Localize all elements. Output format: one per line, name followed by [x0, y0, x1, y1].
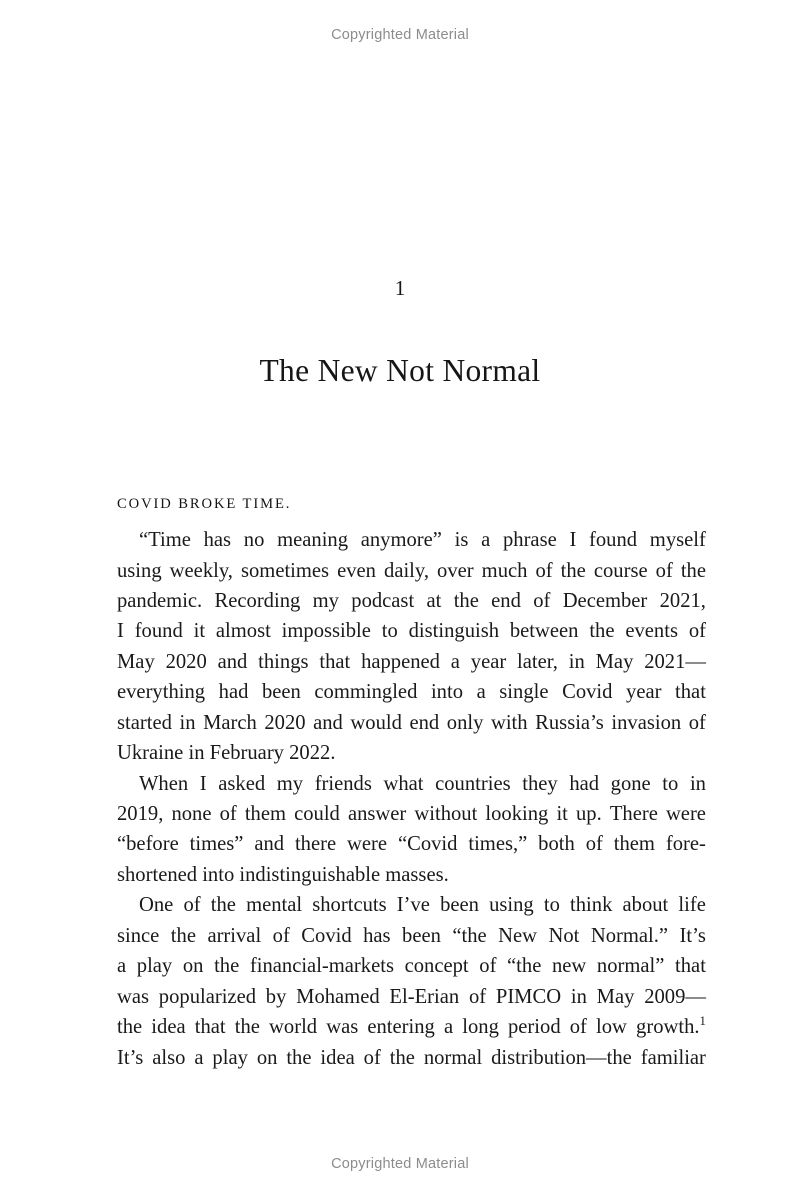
text-line	[117, 616, 706, 646]
text-line	[117, 525, 706, 555]
text-line	[117, 769, 706, 799]
word: podcast	[351, 589, 415, 612]
paragraph	[117, 890, 706, 1073]
chapter-number: 1	[394, 276, 406, 300]
word: that	[675, 955, 706, 978]
word: that	[675, 681, 706, 704]
word: the	[170, 924, 196, 947]
word: of	[479, 955, 497, 978]
word: daily,	[384, 559, 430, 582]
word: countries	[435, 772, 511, 795]
word: asked	[218, 772, 266, 795]
word: and	[217, 650, 248, 673]
word: my	[276, 772, 304, 795]
word: at	[426, 589, 442, 612]
word: is	[454, 529, 469, 552]
text-line	[117, 982, 706, 1012]
word: impossible	[281, 620, 371, 643]
word: play	[136, 955, 173, 978]
text-line	[117, 829, 706, 859]
word: meaning	[277, 529, 349, 552]
word: a	[117, 955, 127, 978]
word: that	[194, 1016, 226, 1039]
word: in	[570, 985, 587, 1008]
word: When	[139, 772, 189, 795]
copyright-watermark-bottom: Copyrighted Material	[331, 1156, 469, 1172]
word: familiar	[640, 1046, 706, 1069]
word: no	[243, 529, 265, 552]
word: low	[596, 1016, 627, 1039]
word: a	[443, 1016, 454, 1039]
word: been	[261, 681, 301, 704]
word: long	[462, 1016, 499, 1039]
word: of	[363, 1046, 381, 1069]
word: 2021—	[644, 650, 706, 673]
paragraph-container	[117, 525, 706, 1073]
word: with	[490, 711, 528, 734]
word: a	[194, 1046, 204, 1069]
word: what	[383, 772, 424, 795]
word: of	[585, 833, 603, 856]
word: that	[319, 650, 351, 673]
text-line	[117, 860, 706, 890]
word: mental	[246, 894, 303, 917]
word: Not	[548, 924, 580, 947]
word: things	[258, 650, 309, 673]
word: been	[402, 924, 441, 947]
word: life	[678, 894, 706, 917]
word: financial-markets	[249, 955, 394, 978]
word: the	[453, 589, 479, 612]
word: into	[430, 681, 463, 704]
word: entering	[367, 1016, 435, 1039]
word: of	[219, 803, 237, 826]
word: of	[688, 620, 706, 643]
word: “before	[117, 833, 179, 856]
word: since	[117, 924, 160, 947]
word: pandemic.	[117, 589, 203, 612]
word: single	[499, 681, 549, 704]
word: looking	[485, 803, 549, 826]
word: everything	[117, 681, 206, 704]
word: of	[535, 559, 553, 582]
word: New	[498, 924, 538, 947]
word: I’ve	[396, 894, 430, 917]
word: they	[522, 772, 558, 795]
word: happened	[361, 650, 440, 673]
word: to	[381, 620, 398, 643]
word: the	[389, 1046, 415, 1069]
word: using	[489, 894, 534, 917]
word: Russia’s	[535, 711, 604, 734]
word: PIMCO	[495, 985, 562, 1008]
word: friends	[314, 772, 372, 795]
word: almost	[215, 620, 271, 643]
word: them	[244, 803, 286, 826]
word: world	[269, 1016, 318, 1039]
word: were	[665, 803, 706, 826]
word: over	[437, 559, 474, 582]
paragraph	[117, 769, 706, 891]
word: even	[337, 559, 376, 582]
word: Covid	[301, 924, 352, 947]
word: on	[182, 955, 204, 978]
word: on	[256, 1046, 278, 1069]
word: much	[481, 559, 528, 582]
word: March	[203, 711, 257, 734]
word: without	[414, 803, 478, 826]
word: year	[470, 650, 507, 673]
text-line	[117, 951, 706, 981]
word: none	[171, 803, 212, 826]
word: May	[595, 650, 634, 673]
word: May	[117, 650, 155, 673]
copyright-watermark-top: Copyrighted Material	[331, 27, 469, 43]
word: shortcuts	[312, 894, 387, 917]
word: Normal.”	[590, 924, 669, 947]
word: anymore”	[360, 529, 442, 552]
word: a	[481, 529, 491, 552]
text-line	[117, 708, 706, 738]
opening-small-caps-line: COVID BROKE TIME.	[117, 496, 292, 512]
word: could	[294, 803, 340, 826]
word: the	[286, 1046, 312, 1069]
word: It’s	[117, 1046, 144, 1069]
word: also	[152, 1046, 186, 1069]
word: of	[183, 894, 201, 917]
word: concept	[404, 955, 469, 978]
text-line	[117, 1012, 706, 1042]
word: times”	[189, 833, 244, 856]
word: started	[117, 711, 172, 734]
word: been	[440, 894, 479, 917]
word: 2009—	[644, 985, 706, 1008]
word: idea	[151, 1016, 186, 1039]
word: distribution—the	[491, 1046, 632, 1069]
word: fore-	[665, 833, 706, 856]
word: of	[569, 1016, 587, 1039]
word: in	[568, 650, 585, 673]
word: the	[214, 955, 240, 978]
word: it	[556, 803, 568, 826]
word: weekly,	[169, 559, 233, 582]
word: the	[560, 559, 586, 582]
word: idea	[320, 1046, 355, 1069]
word: of	[272, 924, 290, 947]
word: play	[212, 1046, 248, 1069]
word: to	[543, 894, 560, 917]
word: 2021,	[659, 589, 706, 612]
word: only	[446, 711, 484, 734]
word: Ukraine in February 2022.	[117, 742, 336, 765]
text-line	[117, 1043, 706, 1073]
word: to	[662, 772, 679, 795]
word: invasion	[611, 711, 682, 734]
word: between	[509, 620, 579, 643]
word: had	[569, 772, 600, 795]
word: of	[468, 985, 487, 1008]
word: of	[655, 559, 673, 582]
word: it	[193, 620, 206, 643]
word: “the	[507, 955, 542, 978]
word: a	[476, 681, 486, 704]
word: has	[203, 529, 232, 552]
word: popularized	[158, 985, 257, 1008]
word: Recording	[214, 589, 301, 612]
word: growth.$^1$	[636, 1014, 706, 1039]
word: May	[596, 985, 635, 1008]
word: new	[551, 955, 587, 978]
word: up.	[575, 803, 602, 826]
word: had	[218, 681, 249, 704]
word: end	[409, 711, 440, 734]
word: end	[491, 589, 521, 612]
word: both	[538, 833, 575, 856]
text-line	[117, 799, 706, 829]
word: the	[680, 559, 706, 582]
word: answer	[347, 803, 407, 826]
word: 2020	[165, 650, 207, 673]
word: using	[117, 559, 162, 582]
word: arrival	[207, 924, 262, 947]
word: Covid	[562, 681, 613, 704]
word: It’s	[679, 924, 706, 947]
word: later,	[517, 650, 558, 673]
word: and	[254, 833, 285, 856]
word: “Time	[139, 529, 191, 552]
word: my	[312, 589, 339, 612]
word: would	[350, 711, 402, 734]
word: shortened into indistinguishable masses.	[117, 863, 449, 886]
word: “the	[452, 924, 487, 947]
word: the	[234, 1016, 260, 1039]
word: normal”	[596, 955, 665, 978]
word: normal	[423, 1046, 483, 1069]
text-line	[117, 738, 706, 768]
word: I	[117, 620, 124, 643]
word: found	[134, 620, 183, 643]
word: think	[570, 894, 613, 917]
word: times,”	[468, 833, 528, 856]
word: 2019,	[117, 803, 164, 826]
word: a	[450, 650, 460, 673]
text-line	[117, 556, 706, 586]
word: myself	[649, 529, 706, 552]
text-line	[117, 586, 706, 616]
chapter-title: The New Not Normal	[259, 353, 541, 389]
word: the	[117, 1016, 143, 1039]
footnote-marker[interactable]: 1	[699, 1014, 706, 1029]
word: has	[363, 924, 391, 947]
word: them	[613, 833, 655, 856]
word: El-Erian	[389, 985, 460, 1008]
paragraph	[117, 525, 706, 769]
word: sometimes	[240, 559, 330, 582]
text-line	[117, 890, 706, 920]
word: was	[326, 1016, 359, 1039]
text-line	[117, 921, 706, 951]
word: the	[210, 894, 236, 917]
word: phrase	[502, 529, 557, 552]
word: the	[589, 620, 615, 643]
word: in	[179, 711, 196, 734]
word: “Covid	[397, 833, 458, 856]
word: in	[689, 772, 706, 795]
word: of	[533, 589, 551, 612]
word: course	[593, 559, 648, 582]
word: commingled	[314, 681, 418, 704]
word: gone	[610, 772, 651, 795]
word: by	[265, 985, 287, 1008]
word: One	[139, 894, 174, 917]
word: found	[589, 529, 638, 552]
word: were	[347, 833, 388, 856]
word: there	[294, 833, 337, 856]
word: year	[626, 681, 662, 704]
word: events	[625, 620, 678, 643]
word: I	[569, 529, 577, 552]
word: was	[117, 985, 150, 1008]
text-line	[117, 677, 706, 707]
word: distinguish	[408, 620, 500, 643]
word: and	[313, 711, 343, 734]
word: period	[508, 1016, 561, 1039]
word: of	[688, 711, 706, 734]
word: 2020	[264, 711, 306, 734]
word: There	[609, 803, 658, 826]
text-line	[117, 647, 706, 677]
word: I	[199, 772, 207, 795]
body-text-block	[117, 497, 706, 1073]
word: about	[622, 894, 669, 917]
word: December	[562, 589, 648, 612]
word: Mohamed	[296, 985, 380, 1008]
